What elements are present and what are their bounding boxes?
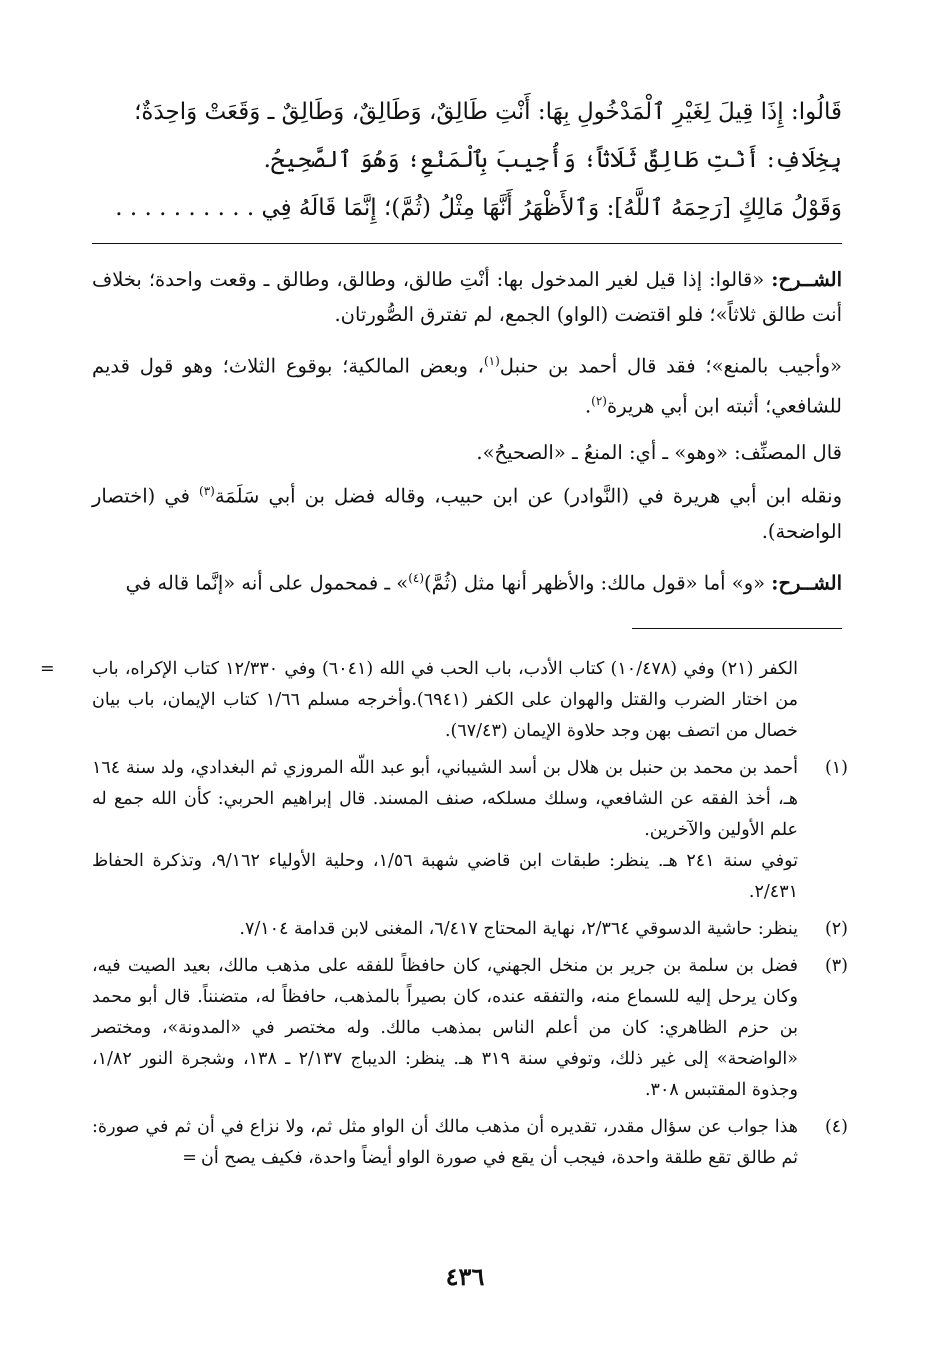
sharh-paragraph-4 (92, 474, 842, 549)
footnote-ref-3[interactable]: (٣) (199, 484, 215, 498)
footnote-continuation (40, 654, 842, 747)
matn-text (92, 88, 842, 232)
sharh-text: ، وبعض المالكية؛ بوقوع الثلاث؛ وهو قول قديم للشافعي؛ أثبته ابن أبي هريرة (92, 354, 842, 417)
sharh-paragraph-3: قال المصنِّف: «وهو» ـ أي: المنعُ ـ «الصحيحُ». (476, 441, 842, 464)
sharh-paragraph-1 (92, 262, 842, 332)
sharh-text: «وأجيب بالمنع»؛ فقد قال أحمد بن حنبل (499, 354, 842, 378)
continuation-mark: = (40, 659, 55, 679)
sharh-paragraph-5 (92, 561, 842, 601)
continuation-mark: = (182, 1148, 197, 1168)
footnote-ref-4[interactable]: (٤) (408, 570, 425, 585)
sharh-paragraph-2 (92, 344, 842, 423)
footnote-text: أحمد بن محمد بن حنبل بن هلال بن أسد الشيباني، أبو عبد اللّه المروزي ثم البغدادي، ولد سنة ١٦٤ هـ، أخذ الفقه عن الشافعي، وسلك مسلكه، صنف المسند. قال إبراهيم الحربي: كأن الله جمع له علم الأولين والآخرين. (92, 758, 798, 840)
footnote-ref-2[interactable]: (٢) (591, 393, 607, 408)
footnote-number: (٤) (824, 1117, 848, 1137)
matn-line-3: وَقَوْلُ مَالِكٍ [رَحِمَهُ ٱللَّهُ]: وَٱلأَظْهَرُ أَنَّهَا مِثْلُ (ثُمَّ)؛ إِنَّمَا قَالَهُ فِي . . . . . . . . . . (115, 195, 842, 221)
matn-line-1: قَالُوا: إِذَا قِيلَ لِغَيْرِ ٱلْمَدْخُولِ بِهَا: أَنْتِ طَالِقٌ، وَطَالِقٌ، وَطَالِقٌ ـ وَقَعَتْ وَاحِدَةٌ؛ (134, 99, 842, 125)
footnote-text: هذا جواب عن سؤال مقدر، تقديره أن مذهب مالك أن الواو مثل ثم، ولا نزاع في أن ثم في صورة: ثم طالق تقع طلقة واحدة، فيجب أن يقع في صورة الواو أيضاً واحدة، فكيف يصح أن (92, 1117, 798, 1168)
sharh-text: «و» أما «قول مالك: والأظهر أنها مثل (ثُمَّ) (424, 571, 766, 594)
footnote-text: الكفر (٢١) وفي (١٠/٤٧٨) كتاب الأدب، باب الحب في الله (٦٠٤١) وفي ١٢/٣٣٠ كتاب الإكراه، باب من اختار الضرب والقتل والهوان على الكفر (٦٩٤١).وأخرجه مسلم ١/٦٦ كتاب الإيمان، باب بيان خصال من اتصف بهن وجد حلاوة الإيمان (٦٧/٤٣). (92, 659, 798, 741)
sharh-text: في (اختصار الواضحة). (92, 484, 842, 543)
sharh-commentary (92, 262, 842, 612)
footnote-number: (٢) (824, 919, 848, 939)
footnote-number: (١) (824, 758, 848, 778)
sharh-label: الشــرح: (771, 268, 843, 291)
footnote-number: (٣) (824, 956, 848, 976)
page-number: ٤٣٦ (445, 1262, 485, 1291)
sharh-label: الشــرح: (771, 571, 842, 594)
sharh-text: . (584, 394, 592, 417)
footnote-separator-rule (632, 628, 842, 629)
matn-line-2: بِخِلَافِ: أَنْتِ طَالِقٌ ثَلَاثاً؛ وَأُجِيبَ بِٱلْمَنْعِ؛ وَهُوَ ٱلصَّحِيحُ. (263, 147, 842, 173)
footnote-ref-1[interactable]: (١) (483, 354, 500, 368)
footnote-text: فضل بن سلمة بن جرير بن منخل الجهني، كان حافظاً للفقه على مذهب مالك، بعيد الصيت فيه، وكان يرحل إليه للسماع منه، والتفقه عنده، كان بصيراً بالمذهب، حافظاً له، متضنناً. قال أبو محمد بن حزم الظاهري: كان من أعلم الناس بمذهب مالك. وله مختصر في «المدونة»، ومختصر «الواضحة» إلى غير ذلك، وتوفي سنة ٣١٩ هـ. ينظر: الديباج ٢/١٣٧ ـ ١٣٨، وشجرة النور ١/٨٢، وجذوة المقتبس ٣٠٨. (92, 956, 798, 1100)
footnote-1 (92, 753, 848, 908)
sharh-text: » ـ فمحمول على أنه «إنَّما قاله في (125, 571, 409, 594)
footnote-2 (92, 914, 848, 945)
sharh-text: ونقله ابن أبي هريرة في (النَّوادر) عن ابن حبيب، وقاله فضل بن أبي سَلَمَة (214, 484, 842, 508)
footnote-4 (92, 1112, 848, 1174)
footnote-3 (92, 951, 848, 1106)
sharh-text: «قالوا: إذا قيل لغير المدخول بها: أنْتِ طالق، وطالق، وطالق ـ وقعت واحدة؛ بخلاف أنت طالق ثلاثاً»؛ فلو اقتضت (الواو) الجمع، لم تفترق الصُّورتان. (92, 268, 842, 326)
footnote-text: توفي سنة ٢٤١ هـ. ينظر: طبقات ابن قاضي شهبة ١/٥٦، وحلية الأولياء ٩/١٦٢، وتذكرة الحفاظ ٢/٤٣١. (92, 851, 798, 902)
footnotes (40, 654, 848, 1180)
footnote-text: ينظر: حاشية الدسوقي ٢/٣٦٤، نهاية المحتاج ٦/٤١٧، المغنى لابن قدامة ٧/١٠٤. (239, 919, 798, 939)
matn-separator-rule (92, 243, 842, 244)
